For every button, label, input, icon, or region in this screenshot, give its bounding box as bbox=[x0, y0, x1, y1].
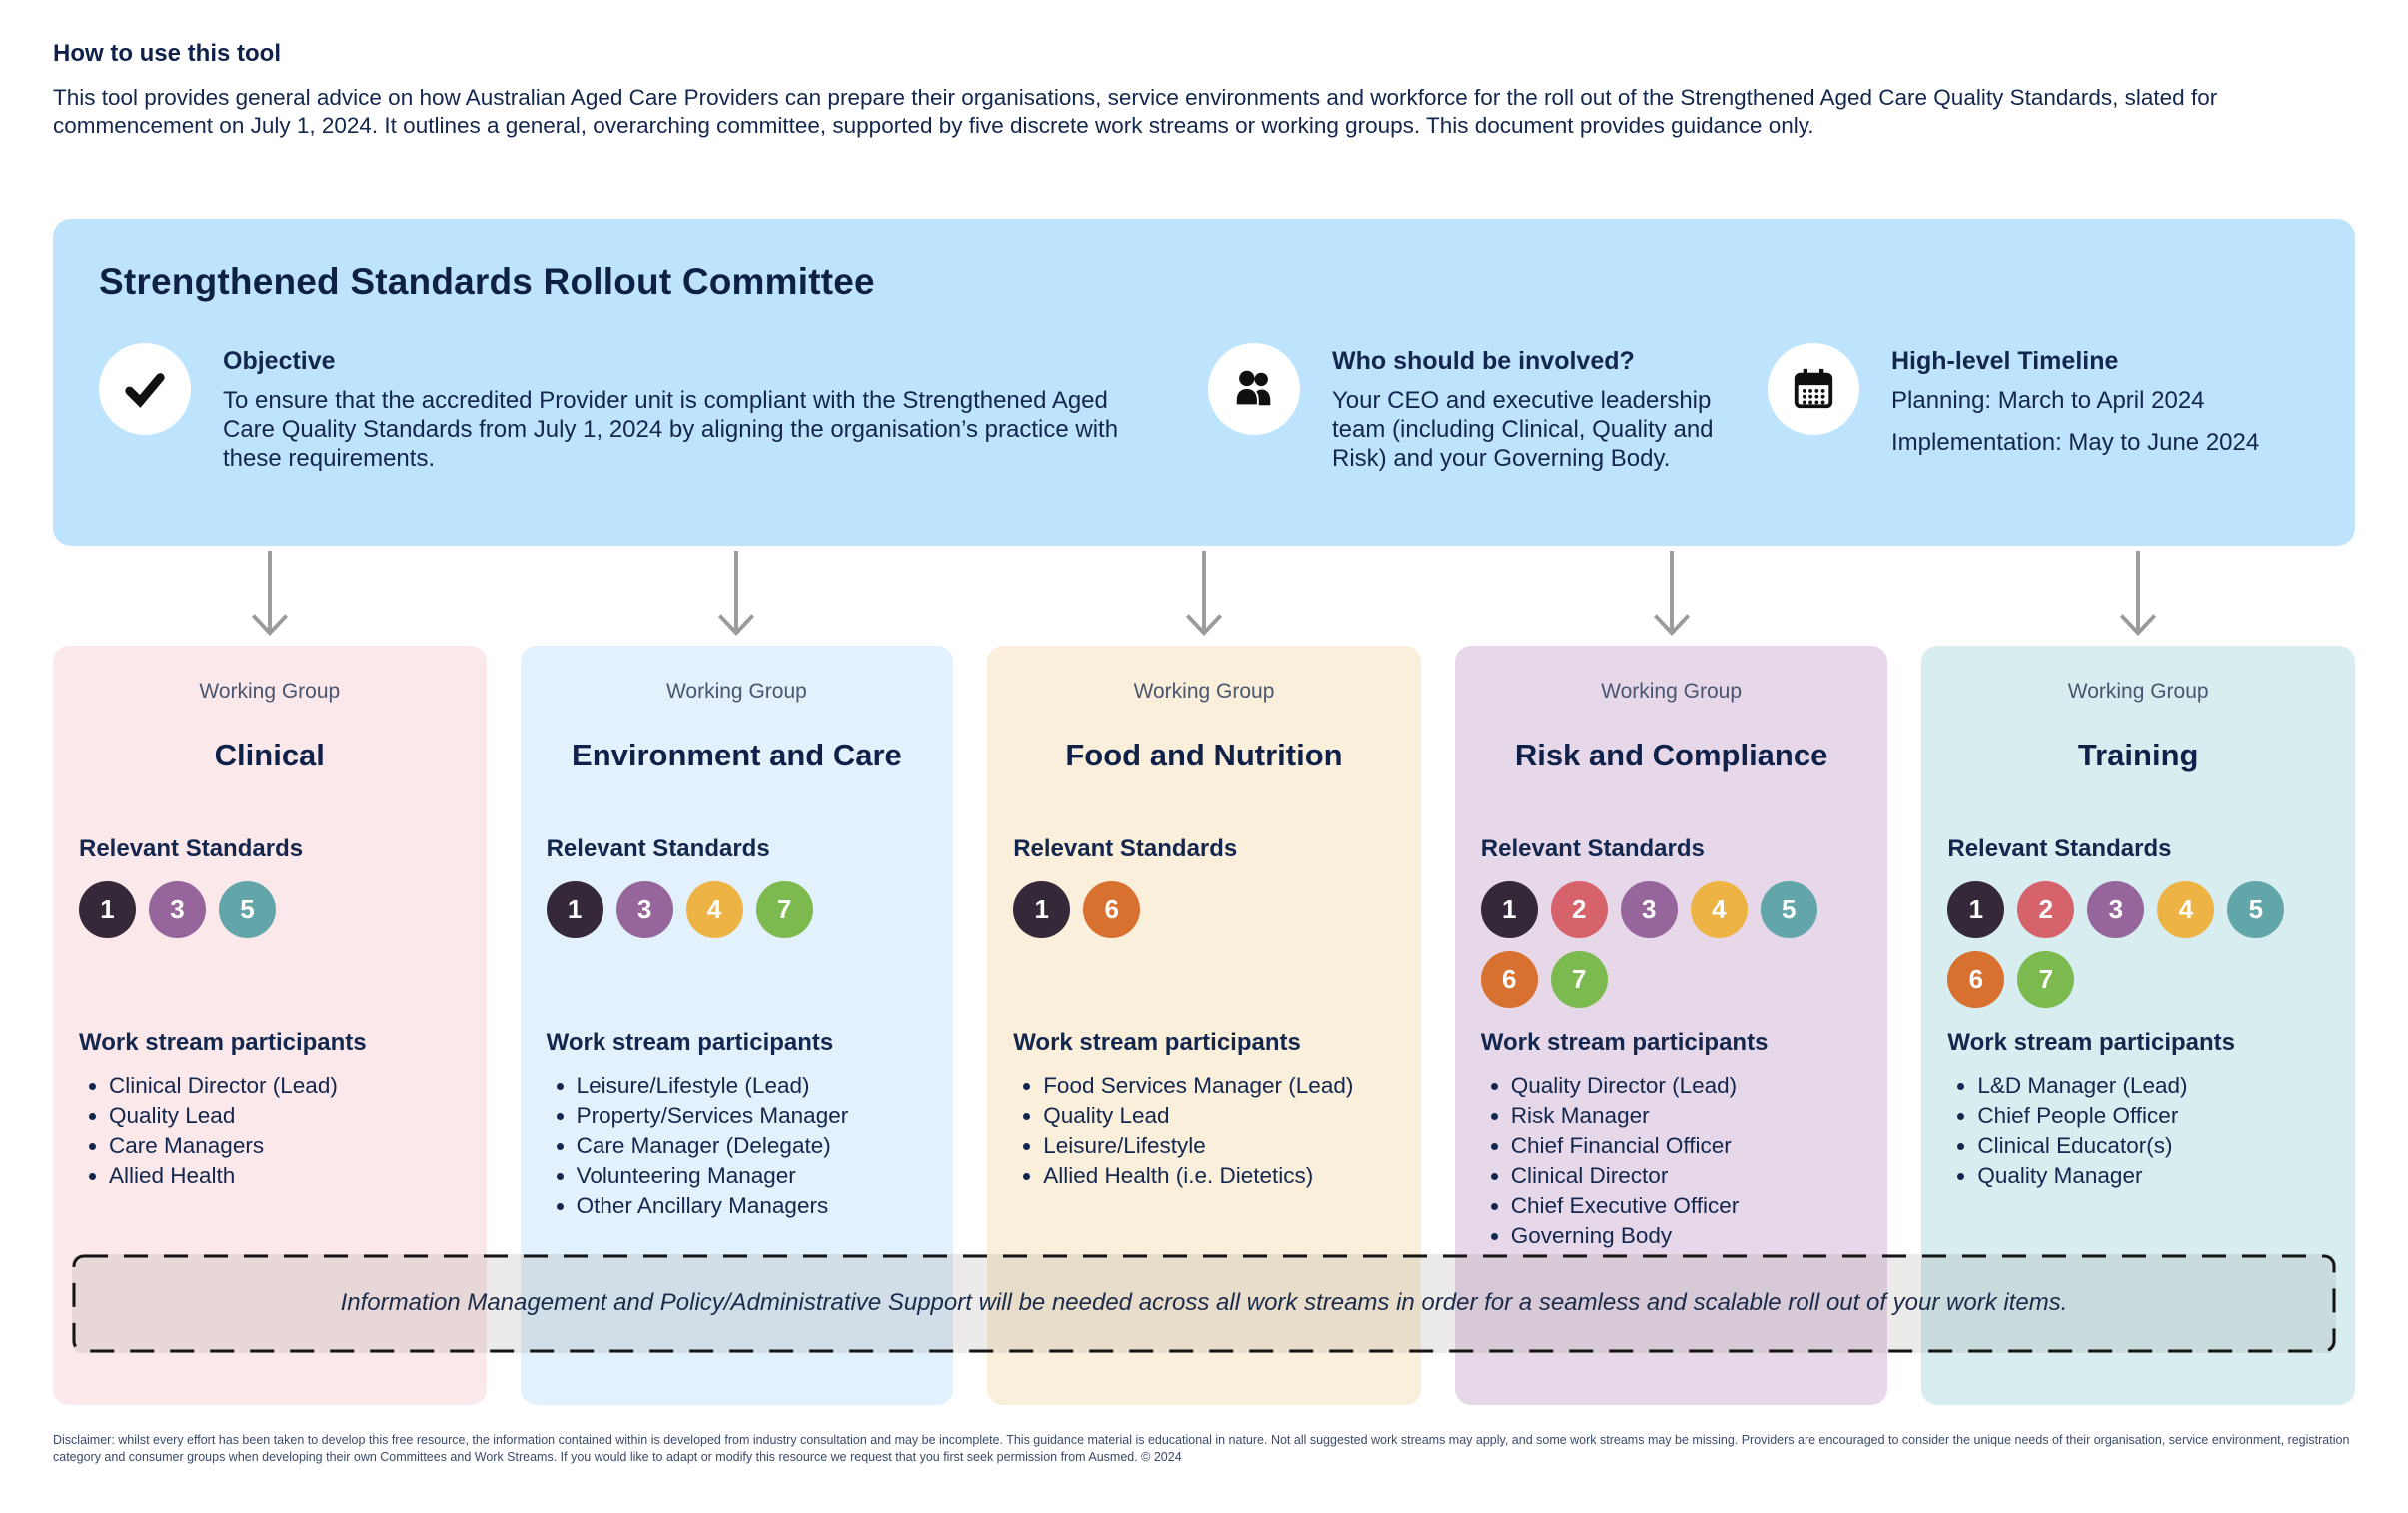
participant-item: • Food Services Manager (Lead) bbox=[1043, 1071, 1395, 1100]
committee-title: Strengthened Standards Rollout Committee bbox=[99, 260, 875, 302]
card-title: Clinical bbox=[214, 737, 325, 772]
participant-item: • Clinical Educator(s) bbox=[1977, 1131, 2329, 1160]
standards-heading: Relevant Standards bbox=[1013, 834, 1238, 862]
involved-text bbox=[1332, 343, 1762, 473]
working-group-label: Working Group bbox=[1601, 679, 1742, 703]
timeline-heading: High-level Timeline bbox=[1891, 346, 2119, 375]
standard-circle: 5 bbox=[219, 881, 276, 938]
participants-list bbox=[1013, 1071, 1395, 1190]
participants-heading: Work stream participants bbox=[79, 1028, 367, 1056]
participant-item: • Clinical Director (Lead) bbox=[109, 1071, 461, 1100]
standard-circle: 1 bbox=[1481, 881, 1538, 938]
participants-heading: Work stream participants bbox=[1947, 1028, 2236, 1056]
calendar-icon bbox=[1768, 343, 1859, 435]
objective-heading: Objective bbox=[223, 346, 336, 375]
involved-section bbox=[1208, 343, 1768, 473]
standard-circle: 7 bbox=[2017, 951, 2074, 1008]
standard-circle: 3 bbox=[616, 881, 673, 938]
card-title: Environment and Care bbox=[572, 737, 902, 772]
participants-list bbox=[79, 1071, 461, 1190]
participant-item: • Quality Lead bbox=[1043, 1101, 1395, 1130]
participant-item: • Quality Director (Lead) bbox=[1511, 1071, 1862, 1100]
standard-circle: 6 bbox=[1947, 951, 2004, 1008]
participant-item: • Governing Body bbox=[1511, 1221, 1862, 1250]
timeline-planning: Planning: March to April 2024 bbox=[1891, 386, 2205, 414]
participants-heading: Work stream participants bbox=[1480, 1028, 1769, 1056]
objective-text bbox=[223, 343, 1152, 473]
connector-arrows bbox=[53, 546, 2355, 646]
down-arrow-icon bbox=[521, 549, 954, 643]
working-group-label: Working Group bbox=[665, 679, 807, 703]
participant-item: • Quality Manager bbox=[1977, 1161, 2329, 1190]
down-arrow-icon bbox=[1921, 549, 2355, 643]
standard-circle: 7 bbox=[1551, 951, 1608, 1008]
participant-item: • Care Managers bbox=[109, 1131, 461, 1160]
standards-circles bbox=[1481, 881, 1862, 1029]
participants-list bbox=[1481, 1071, 1862, 1250]
standard-circle: 6 bbox=[1083, 881, 1140, 938]
down-arrow-icon bbox=[53, 549, 487, 643]
standard-circle: 4 bbox=[1691, 881, 1748, 938]
participant-item: • Chief Financial Officer bbox=[1511, 1131, 1862, 1160]
check-icon bbox=[99, 343, 191, 435]
standards-circles bbox=[547, 881, 928, 1029]
participant-item: • Property/Services Manager bbox=[577, 1101, 928, 1130]
participants-list bbox=[547, 1071, 928, 1220]
standards-circles bbox=[1947, 881, 2329, 1029]
down-arrow-icon bbox=[987, 549, 1421, 643]
participant-item: • L&D Manager (Lead) bbox=[1977, 1071, 2329, 1100]
involved-body: Your CEO and executive leadership team (including Clinical, Quality and Risk) and your Governing Body. bbox=[1332, 386, 1714, 472]
standard-circle: 3 bbox=[149, 881, 206, 938]
participant-item: • Leisure/Lifestyle bbox=[1043, 1131, 1395, 1160]
standards-heading: Relevant Standards bbox=[546, 834, 770, 862]
standard-circle: 1 bbox=[1947, 881, 2004, 938]
committee-columns bbox=[99, 343, 2309, 473]
standards-heading: Relevant Standards bbox=[79, 834, 304, 862]
participant-item: • Risk Manager bbox=[1511, 1101, 1862, 1130]
working-group-cards bbox=[53, 646, 2355, 1405]
standard-circle: 6 bbox=[1481, 951, 1538, 1008]
standards-circles bbox=[1013, 881, 1395, 1029]
standard-circle: 2 bbox=[1551, 881, 1608, 938]
standard-circle: 2 bbox=[2017, 881, 2074, 938]
standard-circle: 1 bbox=[79, 881, 136, 938]
participant-item: • Chief Executive Officer bbox=[1511, 1191, 1862, 1220]
standard-circle: 7 bbox=[756, 881, 813, 938]
standards-heading: Relevant Standards bbox=[1480, 834, 1705, 862]
intro-heading: How to use this tool bbox=[53, 40, 281, 67]
participant-item: • Care Manager (Delegate) bbox=[577, 1131, 928, 1160]
timeline-text bbox=[1891, 343, 2259, 470]
participant-item: • Volunteering Manager bbox=[577, 1161, 928, 1190]
standard-circle: 1 bbox=[1013, 881, 1070, 938]
committee-panel bbox=[53, 219, 2355, 546]
working-group-label: Working Group bbox=[1133, 679, 1275, 703]
timeline-implementation: Implementation: May to June 2024 bbox=[1891, 428, 2260, 456]
down-arrow-icon bbox=[1455, 549, 1888, 643]
participant-item: • Chief People Officer bbox=[1977, 1101, 2329, 1130]
objective-section bbox=[99, 343, 1208, 473]
cross-stream-note-text: Information Management and Policy/Administrative Support will be needed across all work streams in order for a seamless and scalable roll out of your work items. bbox=[340, 1289, 2068, 1317]
participants-list bbox=[1947, 1071, 2329, 1190]
participants-heading: Work stream participants bbox=[546, 1028, 834, 1056]
participant-item: • Clinical Director bbox=[1511, 1161, 1862, 1190]
card-title: Training bbox=[2077, 737, 2199, 772]
working-group-label: Working Group bbox=[2067, 679, 2209, 703]
disclaimer-text: Disclaimer: whilst every effort has been taken to develop this free resource, the information contained within is developed from industry consultation and may be incomplete. This guidance material is educational in nature. Not all suggested work streams may apply, and some work streams may be missing. Providers are encouraged to consider the unique needs of their organisation, service environment, registration category and consumer groups when developing their own Committees and Work Streams. If you would like to adapt or modify this resource we request that you first seek permission from Ausmed. © 2024 bbox=[53, 1432, 2350, 1465]
participant-item: • Leisure/Lifestyle (Lead) bbox=[577, 1071, 928, 1100]
standard-circle: 5 bbox=[2227, 881, 2284, 938]
participant-item: • Allied Health (i.e. Dietetics) bbox=[1043, 1161, 1395, 1190]
standard-circle: 4 bbox=[686, 881, 743, 938]
standard-circle: 4 bbox=[2157, 881, 2214, 938]
participants-heading: Work stream participants bbox=[1013, 1028, 1301, 1056]
standards-circles bbox=[79, 881, 461, 1029]
involved-heading: Who should be involved? bbox=[1332, 346, 1635, 375]
cross-stream-note bbox=[72, 1254, 2336, 1353]
card-title: Food and Nutrition bbox=[1065, 737, 1343, 772]
working-group-label: Working Group bbox=[199, 679, 341, 703]
objective-body: To ensure that the accredited Provider unit is compliant with the Strengthened Aged Care Quality Standards from July 1, 2024 by aligning the organisation’s practice with these requirements. bbox=[223, 386, 1119, 472]
participant-item: • Quality Lead bbox=[109, 1101, 461, 1130]
standard-circle: 3 bbox=[2087, 881, 2144, 938]
standard-circle: 5 bbox=[1761, 881, 1817, 938]
standards-heading: Relevant Standards bbox=[1947, 834, 2172, 862]
standard-circle: 1 bbox=[547, 881, 603, 938]
intro-body: This tool provides general advice on how Australian Aged Care Providers can prepare their organisations, service environments and workforce for the roll out of the Strengthened Aged Care Quality Standards, slated for commencement on July 1, 2024. It outlines a general, overarching committee, supported by five discrete work streams or working groups. This document provides guidance only. bbox=[53, 85, 2218, 139]
standard-circle: 3 bbox=[1621, 881, 1678, 938]
participant-item: • Other Ancillary Managers bbox=[577, 1191, 928, 1220]
card-title: Risk and Compliance bbox=[1514, 737, 1828, 772]
people-icon bbox=[1208, 343, 1300, 435]
timeline-section bbox=[1768, 343, 2309, 473]
participant-item: • Allied Health bbox=[109, 1161, 461, 1190]
